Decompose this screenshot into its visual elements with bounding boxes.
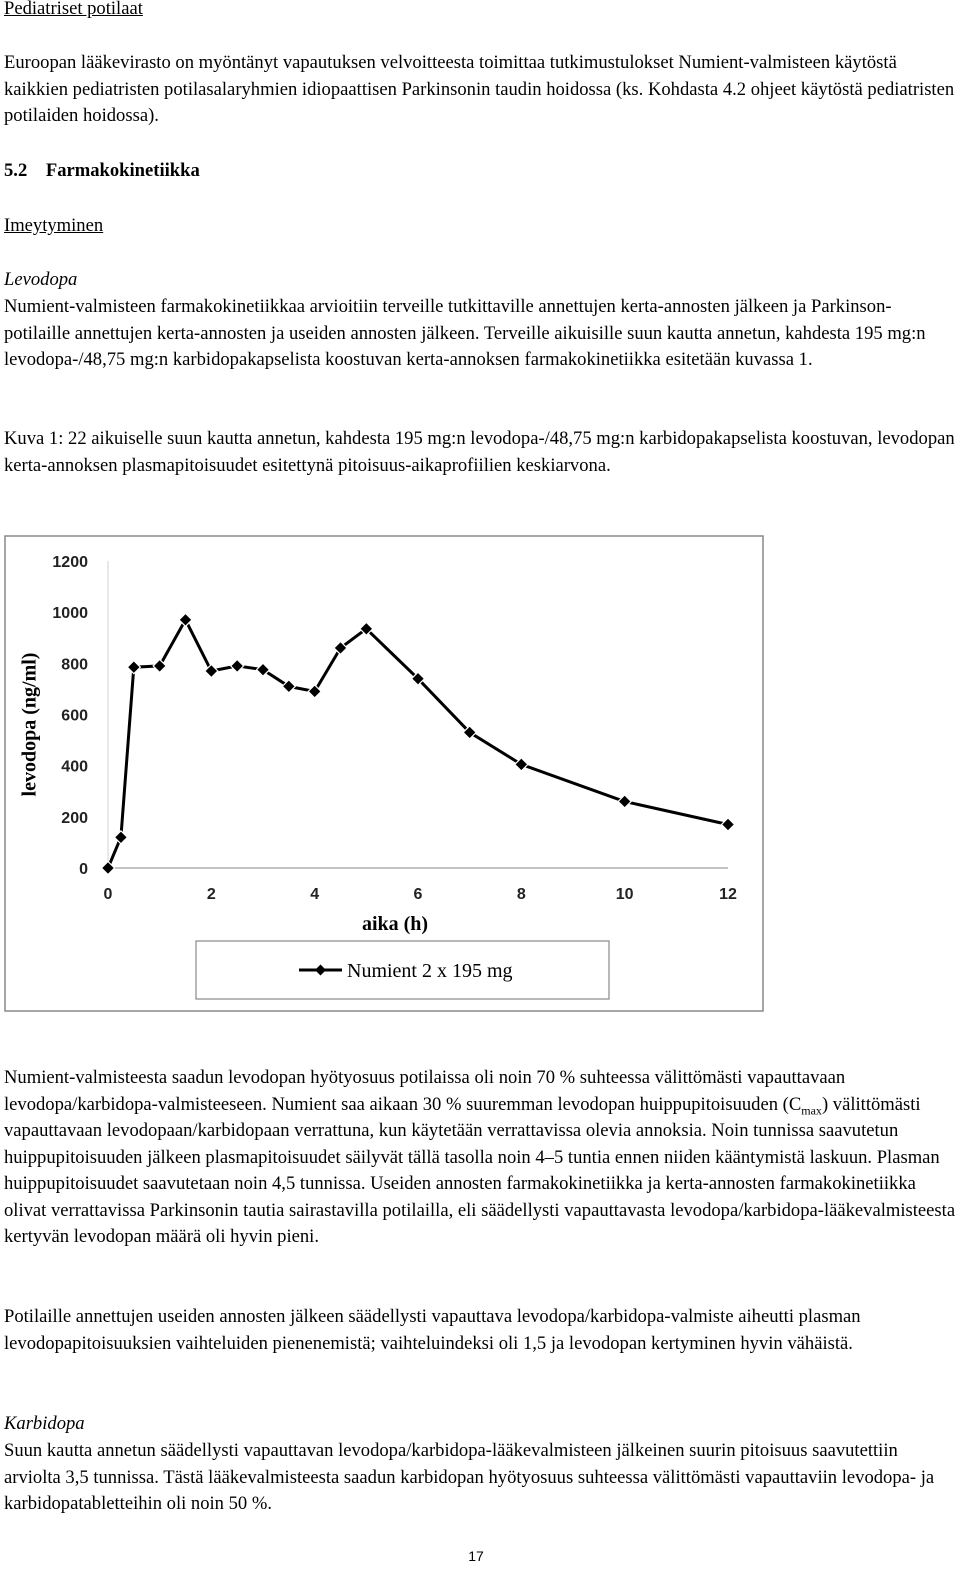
y-tick-label: 1000	[52, 605, 88, 623]
levodopa-chart	[4, 535, 764, 1012]
x-tick-label: 10	[615, 886, 634, 903]
section-heading	[4, 158, 956, 185]
y-tick-label: 800	[61, 656, 88, 674]
paragraph-pediatric: Euroopan lääkevirasto on myöntänyt vapautuksen velvoitteesta toimittaa tutkimustulokset Numient-valmisteen käytöstä kaikkien pediatristen potilasalaryhmien idiopaattisen Parkinsonin taudin hoidossa (ks. Kohdasta 4.2 ohjeet käytöstä pediatristen potilaiden hoidossa).	[4, 52, 955, 126]
x-tick-label: 12	[719, 886, 737, 903]
cmax-subscript: max	[801, 1103, 822, 1118]
y-tick-label: 400	[61, 758, 88, 776]
subheading-carbidopa: Karbidopa	[4, 1413, 85, 1434]
paragraph-multiple-doses: Potilaille annettujen useiden annosten jälkeen säädellysti vapauttava levodopa/karbidopa-valmiste aiheutti plasman levodopapitoisuuksien vaihteluiden pienenemistä; vaihteluindeksi oli 1,5 ja levodopan kertyminen hyvin vähäistä.	[4, 1306, 861, 1354]
x-tick-label: 6	[413, 886, 423, 903]
x-tick-label: 4	[310, 886, 320, 903]
bioavailability-text-1: Numient-valmisteesta saadun levodopan hyötyosuus potilaissa oli noin 70 % suhteessa välittömästi vapauttavaan levodopa/karbidopa-valmisteeseen. Numient saa aikaan 30 % suuremman levodopan huippupitoisuuden (C	[4, 1067, 846, 1115]
figure-1	[4, 535, 764, 1012]
paragraph-bioavailability	[4, 1065, 956, 1251]
paragraph-carbidopa: Suun kautta annetun säädellysti vapauttavan levodopa/karbidopa-lääkevalmisteen jälkeinen suurin pitoisuus saavutettiin arviolta 3,5 tunnissa. Tästä lääkevalmisteesta saadun karbidopan hyötyosuus suhteessa välittömästi vapauttaviin levodopa- ja karbidopatabletteihin oli noin 50 %.	[4, 1440, 935, 1514]
subheading-absorption: Imeytyminen	[4, 215, 104, 236]
x-axis-label: aika (h)	[361, 913, 429, 935]
x-tick-label: 0	[103, 886, 113, 903]
chart-frame	[5, 536, 763, 1011]
subheading-levodopa: Levodopa	[4, 269, 78, 290]
bioavailability-text-2: ) välittömästi vapauttavaan levodopaan/karbidopaan verrattuna, kun käytetään verrattavissa olevia annoksia. Noin tunnissa saavutetun huippupitoisuuden jälkeen plasmapitoisuudet säilyvät tällä tasolla noin 4–5 tuntia ennen niiden kääntymistä laskuun. Plasman huippupitoisuudet saavutetaan noin 4,5 tunnissa. Useiden annosten farmakokinetiikka ja kerta-annosten farmakokinetiikka olivat verrattavissa Parkinsonin tautia sairastavilla potilailla, eli säädellysti vapauttavasta levodopa/karbidopa-lääkevalmisteesta kertyvän levodopan määrä oli hyvin pieni.	[4, 1093, 956, 1247]
section-title: Farmakokinetiikka	[45, 160, 200, 181]
y-tick-label: 200	[61, 809, 88, 827]
y-axis-label: levodopa (ng/ml)	[18, 652, 41, 797]
y-tick-label: 600	[61, 707, 88, 725]
y-tick-label: 1200	[52, 554, 88, 571]
x-tick-label: 2	[206, 886, 216, 903]
page-number: 17	[468, 1548, 484, 1564]
heading-pediatric: Pediatriset potilaat	[4, 0, 143, 19]
x-tick-label: 8	[516, 886, 526, 903]
legend-label: Numient 2 x 195 mg	[347, 960, 513, 982]
y-tick-label: 0	[79, 861, 88, 878]
section-number: 5.2	[4, 160, 28, 181]
figure-caption: Kuva 1: 22 aikuiselle suun kautta annetun, kahdesta 195 mg:n levodopa-/48,75 mg:n karbidopakapselista koostuvan, levodopan kerta-annoksen plasmapitoisuudet esitettynä pitoisuus-aikaprofiilien keskiarvona.	[4, 428, 955, 476]
paragraph-levodopa: Numient-valmisteen farmakokinetiikkaa arvioitiin terveille tutkittaville annettujen kerta-annosten jälkeen ja Parkinson-potilaille annettujen kerta-annosten ja useiden annosten jälkeen. Terveille aikuisille suun kautta annetun, kahdesta 195 mg:n levodopa-/48,75 mg:n karbidopakapselista koostuvan kerta-annoksen farmakokinetiikka esitetään kuvassa 1.	[4, 296, 926, 370]
